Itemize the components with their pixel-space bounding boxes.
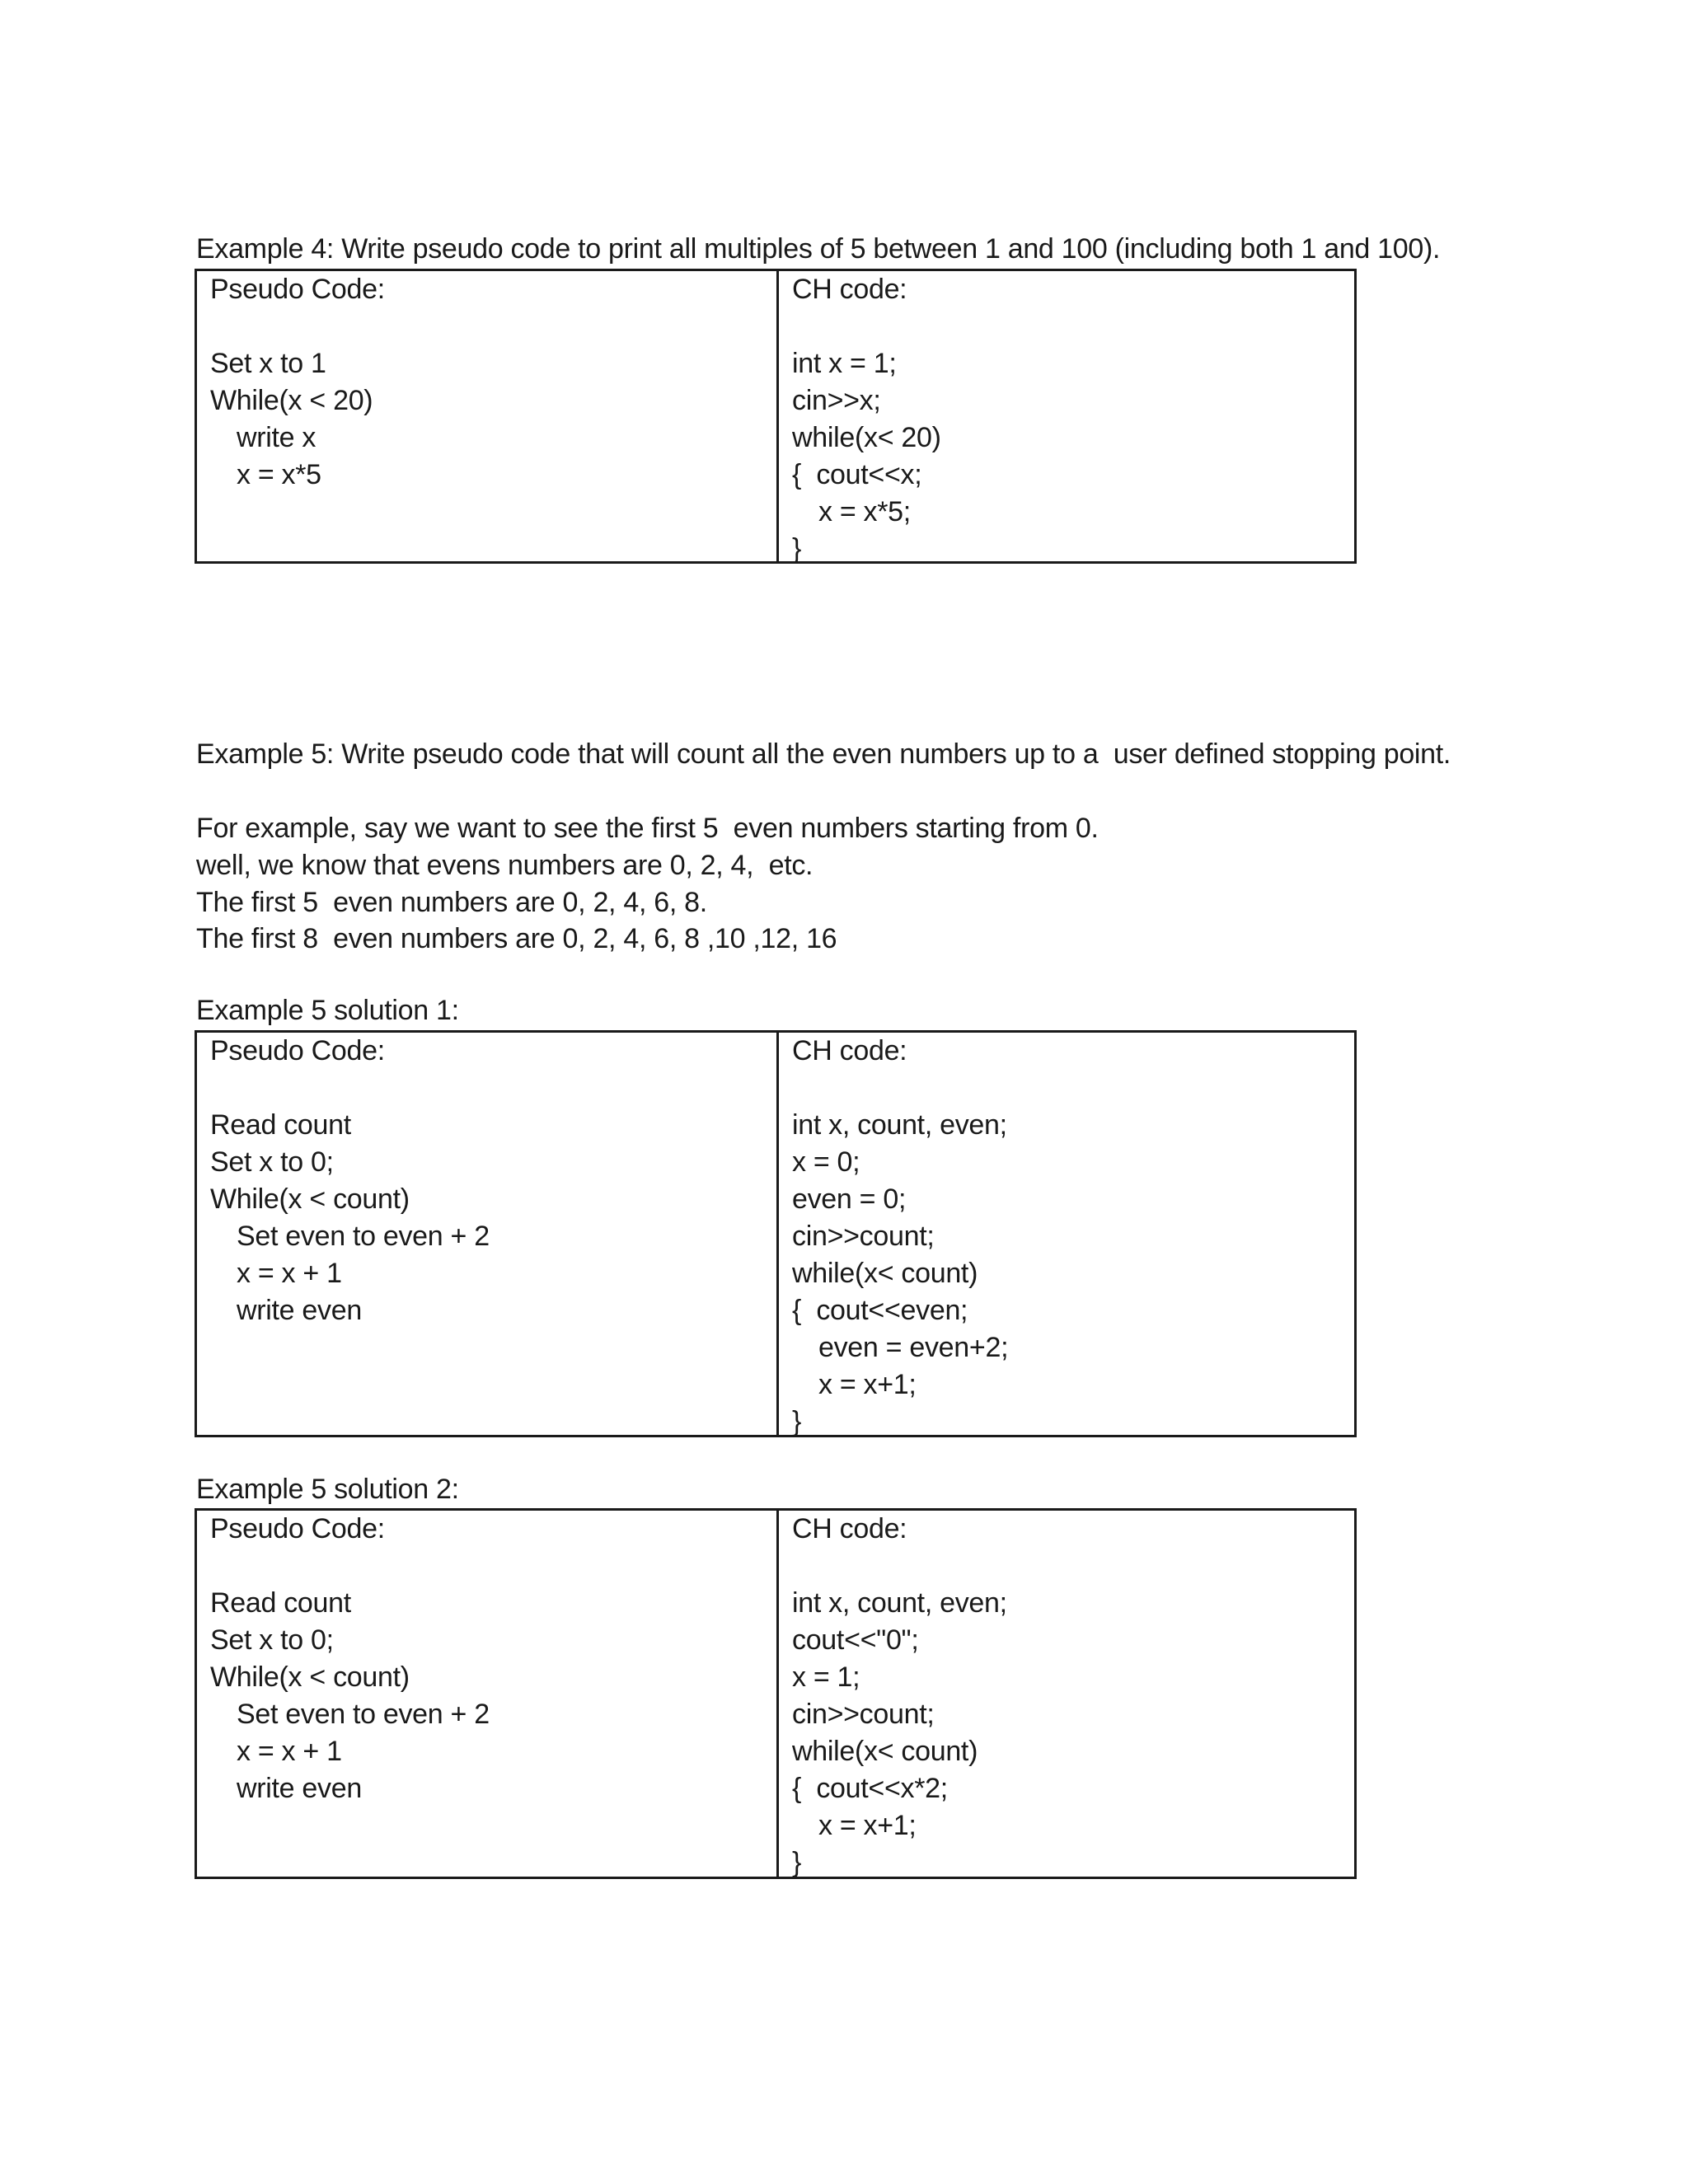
code-line: } — [792, 1406, 802, 1437]
code-line: cout<<"0"; — [792, 1624, 919, 1656]
example5-para-line: The first 5 even numbers are 0, 2, 4, 6, 8. — [196, 887, 707, 918]
code-line: cin>>count; — [792, 1699, 935, 1730]
code-line: cin>>count; — [792, 1221, 935, 1252]
ch-code-header: CH code: — [792, 1035, 907, 1066]
pseudo-line: Read count — [210, 1109, 351, 1141]
example5-para-line: well, we know that evens numbers are 0, 2, 4, etc. — [196, 850, 814, 881]
solution2-heading: Example 5 solution 2: — [196, 1474, 459, 1505]
code-line: { cout<<even; — [792, 1295, 968, 1326]
code-line: even = 0; — [792, 1183, 907, 1215]
pseudo-line: write even — [237, 1295, 362, 1326]
pseudo-line: While(x < 20) — [210, 385, 373, 416]
pseudo-line: write x — [237, 422, 316, 453]
pseudo-line: Set even to even + 2 — [237, 1699, 490, 1730]
pseudo-line: Set x to 1 — [210, 348, 326, 379]
code-line: x = 1; — [792, 1661, 860, 1693]
solution1-heading: Example 5 solution 1: — [196, 995, 459, 1026]
solution1-pseudo-cell — [197, 1033, 779, 1435]
code-line: } — [792, 1847, 802, 1878]
pseudo-code-header: Pseudo Code: — [210, 274, 385, 305]
pseudo-code-header: Pseudo Code: — [210, 1035, 385, 1066]
pseudo-line: Set even to even + 2 — [237, 1221, 490, 1252]
code-line: int x, count, even; — [792, 1109, 1007, 1141]
code-line: x = 0; — [792, 1146, 860, 1178]
code-line: while(x< count) — [792, 1258, 978, 1289]
pseudo-line: Read count — [210, 1587, 351, 1619]
ch-code-header: CH code: — [792, 1513, 907, 1544]
example5-heading: Example 5: Write pseudo code that will count all the even numbers up to a user defined stopping point. — [196, 738, 1451, 770]
pseudo-code-header: Pseudo Code: — [210, 1513, 385, 1544]
code-line: int x = 1; — [792, 348, 897, 379]
example4-table — [195, 269, 1357, 564]
example4-heading: Example 4: Write pseudo code to print all multiples of 5 between 1 and 100 (including both 1 and 100). — [196, 233, 1441, 265]
code-line: while(x< 20) — [792, 422, 941, 453]
pseudo-line: x = x + 1 — [237, 1736, 342, 1767]
example5-para-line: For example, say we want to see the first 5 even numbers starting from 0. — [196, 813, 1099, 844]
pseudo-line: Set x to 0; — [210, 1146, 334, 1178]
example5-para-line: The first 8 even numbers are 0, 2, 4, 6, 8 ,10 ,12, 16 — [196, 923, 837, 954]
code-line: x = x*5; — [818, 496, 911, 527]
code-line: x = x+1; — [818, 1369, 917, 1400]
code-line: while(x< count) — [792, 1736, 978, 1767]
example4-code-cell — [779, 271, 1354, 565]
code-line: { cout<<x*2; — [792, 1773, 948, 1804]
code-line: { cout<<x; — [792, 459, 922, 490]
solution2-code-cell — [779, 1511, 1354, 1877]
ch-code-header: CH code: — [792, 274, 907, 305]
pseudo-line: While(x < count) — [210, 1661, 410, 1693]
solution1-table — [195, 1030, 1357, 1437]
solution2-pseudo-cell — [197, 1511, 779, 1877]
pseudo-line: Set x to 0; — [210, 1624, 334, 1656]
example4-pseudo-cell — [197, 271, 779, 561]
pseudo-line: x = x*5 — [237, 459, 321, 490]
code-line: int x, count, even; — [792, 1587, 1007, 1619]
code-line: } — [792, 533, 802, 565]
pseudo-line: x = x + 1 — [237, 1258, 342, 1289]
pseudo-line: While(x < count) — [210, 1183, 410, 1215]
code-line: even = even+2; — [818, 1332, 1009, 1363]
code-line: x = x+1; — [818, 1810, 917, 1841]
solution2-table — [195, 1508, 1357, 1879]
pseudo-line: write even — [237, 1773, 362, 1804]
code-line: cin>>x; — [792, 385, 881, 416]
solution1-code-cell — [779, 1033, 1354, 1435]
